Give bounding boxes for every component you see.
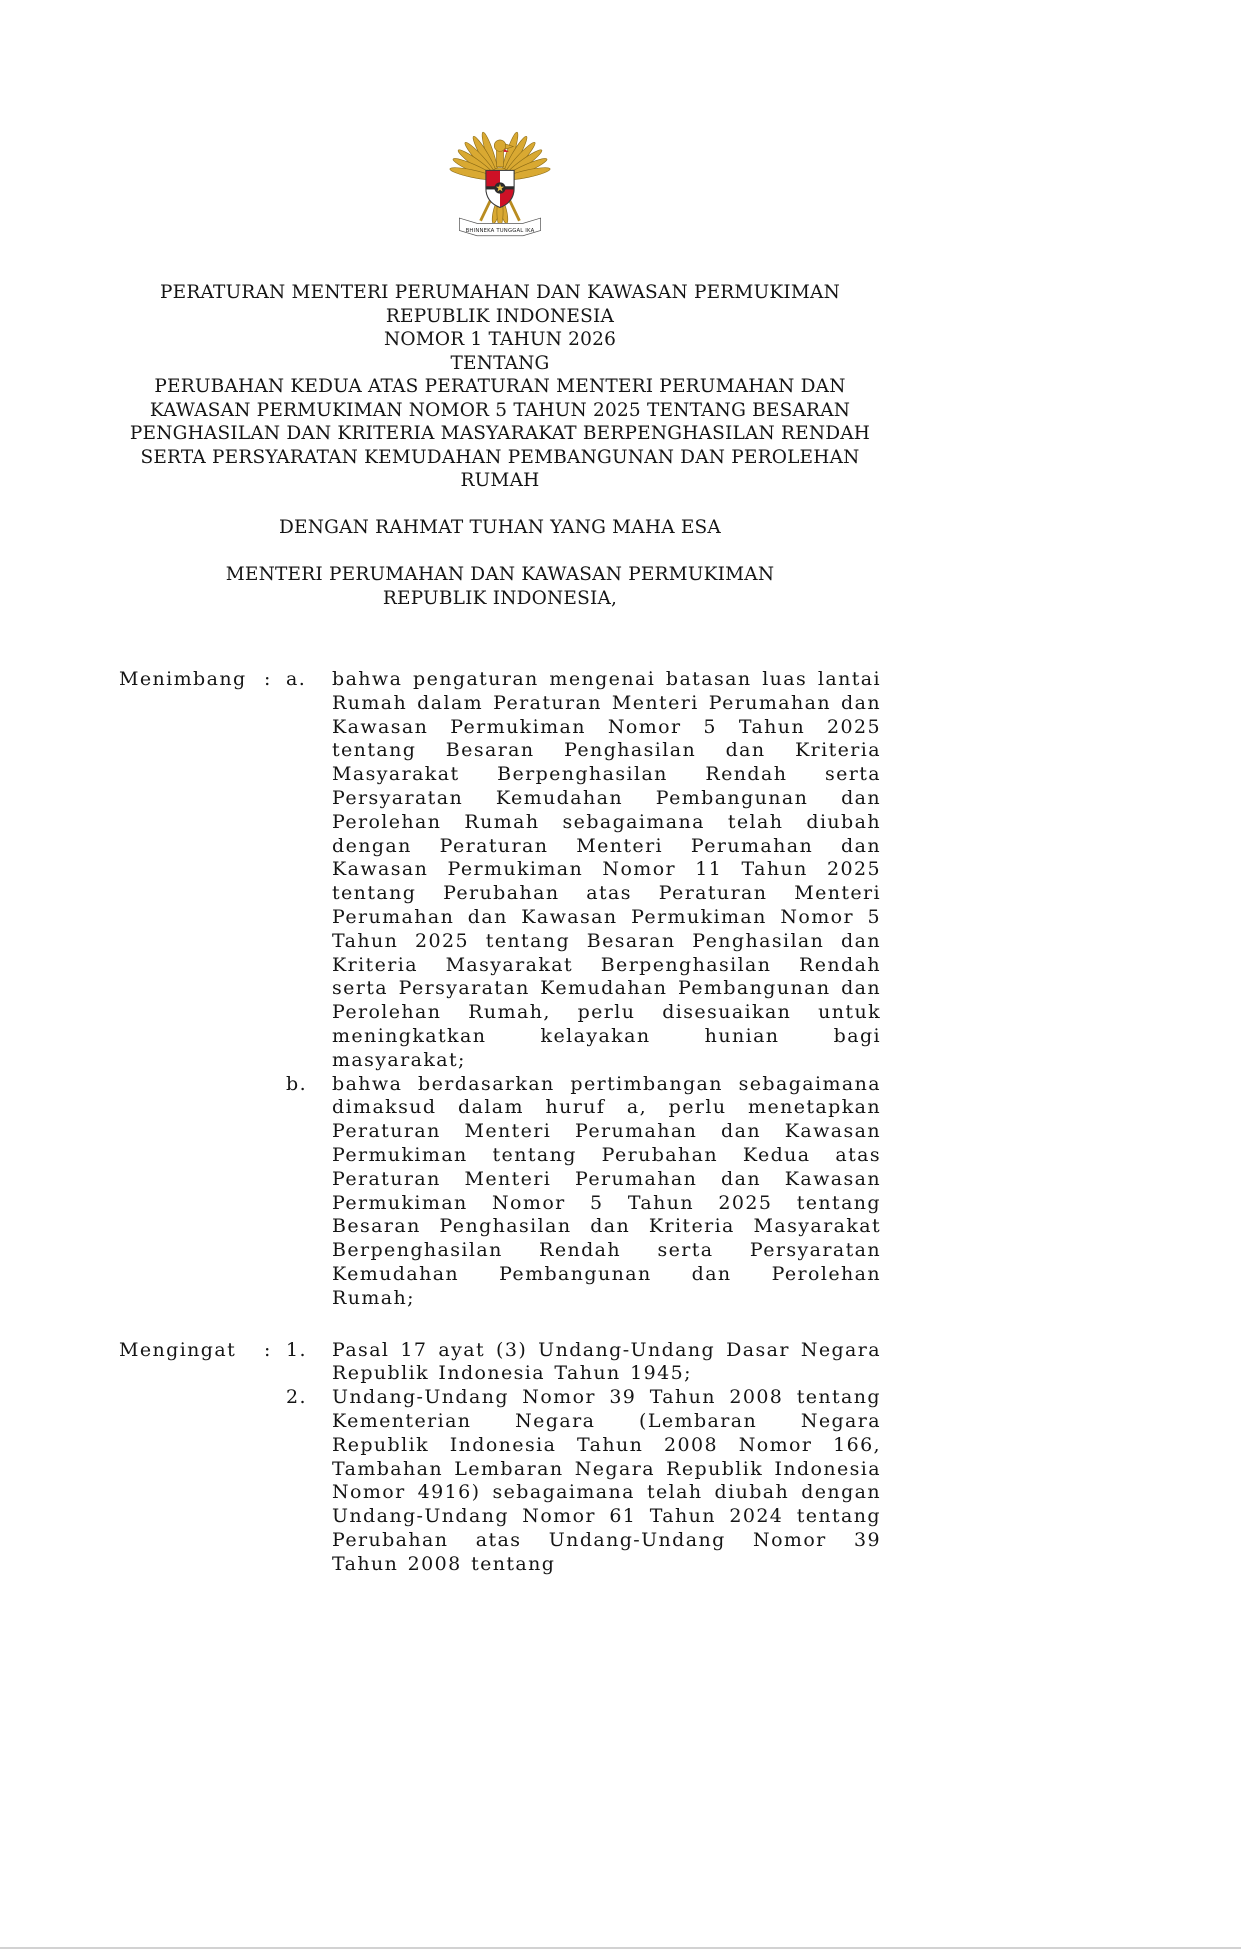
item-marker: b. [286, 1072, 308, 1095]
garuda-pancasila-emblem [447, 126, 553, 243]
document-title [119, 281, 881, 493]
authority-line: REPUBLIK INDONESIA, [382, 587, 618, 609]
clause-item-1 [286, 1339, 881, 1387]
preamble-clauses [119, 668, 881, 1576]
title-line: PERATURAN MENTERI PERUMAHAN DAN KAWASAN PERMUKIMAN [160, 282, 840, 303]
clause-item-b [286, 1073, 881, 1311]
clause-item-2 [286, 1386, 881, 1576]
clause-items [286, 668, 881, 1311]
page-break-line [0, 1947, 1241, 1949]
garuda-icon [447, 126, 553, 243]
item-text: Pasal 17 ayat (3) Undang-Undang Dasar Negara Republik Indonesia Tahun 1945; [332, 1338, 881, 1385]
clause-mengingat [119, 1339, 881, 1577]
item-marker: 1. [286, 1338, 307, 1361]
clause-label: Mengingat [119, 1338, 237, 1361]
invocation-line: DENGAN RAHMAT TUHAN YANG MAHA ESA [279, 516, 721, 538]
clause-item-a [286, 668, 881, 1073]
content-column [119, 0, 881, 1576]
title-line: TENTANG [450, 352, 550, 374]
title-line: PERUBAHAN KEDUA ATAS PERATURAN MENTERI PERUMAHAN DAN [154, 376, 846, 397]
emblem-motto: BHINNEKA TUNGGAL IKA [465, 228, 535, 235]
clause-menimbang [119, 668, 881, 1311]
item-text: bahwa berdasarkan pertimbangan sebagaimana dimaksud dalam huruf a, perlu menetapkan Peraturan Menteri Perumahan dan Kawasan Permukiman tentang Perubahan Kedua atas Peraturan Menteri Perumahan dan Kawasan Permukiman Nomor 5 Tahun 2025 tentang Besaran Penghasilan dan Kriteria Masyarakat Berpenghasilan Rendah serta Persyaratan Kemudahan Pembangunan dan Perolehan Rumah; [332, 1072, 881, 1309]
clause-colon: : [264, 1338, 272, 1361]
authority-block [119, 563, 881, 610]
title-line: RUMAH [460, 470, 540, 491]
authority-line: MENTERI PERUMAHAN DAN KAWASAN PERMUKIMAN [225, 564, 775, 585]
title-line: KAWASAN PERMUKIMAN NOMOR 5 TAHUN 2025 TENTANG BESARAN [149, 399, 851, 421]
clause-colon: : [264, 668, 272, 690]
garuda-head [494, 140, 505, 151]
item-text: bahwa pengaturan mengenai batasan luas lantai Rumah dalam Peraturan Menteri Perumahan dan Kawasan Permukiman Nomor 5 Tahun 2025 tentang Besaran Penghasilan dan Kriteria Masyarakat Berpenghasilan Rendah serta Persyaratan Kemudahan Pembangunan dan Perolehan Rumah sebagaimana telah diubah dengan Peraturan Menteri Perumahan dan Kawasan Permukiman Nomor 11 Tahun 2025 tentang Perubahan atas Peraturan Menteri Perumahan dan Kawasan Permukiman Nomor 5 Tahun 2025 tentang Besaran Penghasilan dan Kriteria Masyarakat Berpenghasilan Rendah serta Persyaratan Kemudahan Pembangunan dan Perolehan Rumah, perlu disesuaikan untuk meningkatkan kelayakan hunian bagi masyarakat; [332, 668, 881, 1071]
item-text: Undang-Undang Nomor 39 Tahun 2008 tentang Kementerian Negara (Lembaran Negara Republik Indonesia Tahun 2008 Nomor 166, Tambahan Lembaran Negara Republik Indonesia Nomor 4916) sebagaimana telah diubah dengan Undang-Undang Nomor 61 Tahun 2024 tentang Perubahan atas Undang-Undang Nomor 39 Tahun 2008 tentang [332, 1386, 881, 1575]
item-marker: a. [286, 668, 307, 690]
item-marker: 2. [286, 1386, 307, 1409]
title-line: PENGHASILAN DAN KRITERIA MASYARAKAT BERPENGHASILAN RENDAH [129, 423, 871, 444]
clause-label: Menimbang [119, 668, 247, 690]
clause-items [286, 1339, 881, 1577]
title-line: REPUBLIK INDONESIA [385, 305, 615, 327]
title-line: NOMOR 1 TAHUN 2026 [383, 329, 617, 350]
title-line: SERTA PERSYARATAN KEMUDAHAN PEMBANGUNAN DAN PEROLEHAN [140, 446, 860, 468]
